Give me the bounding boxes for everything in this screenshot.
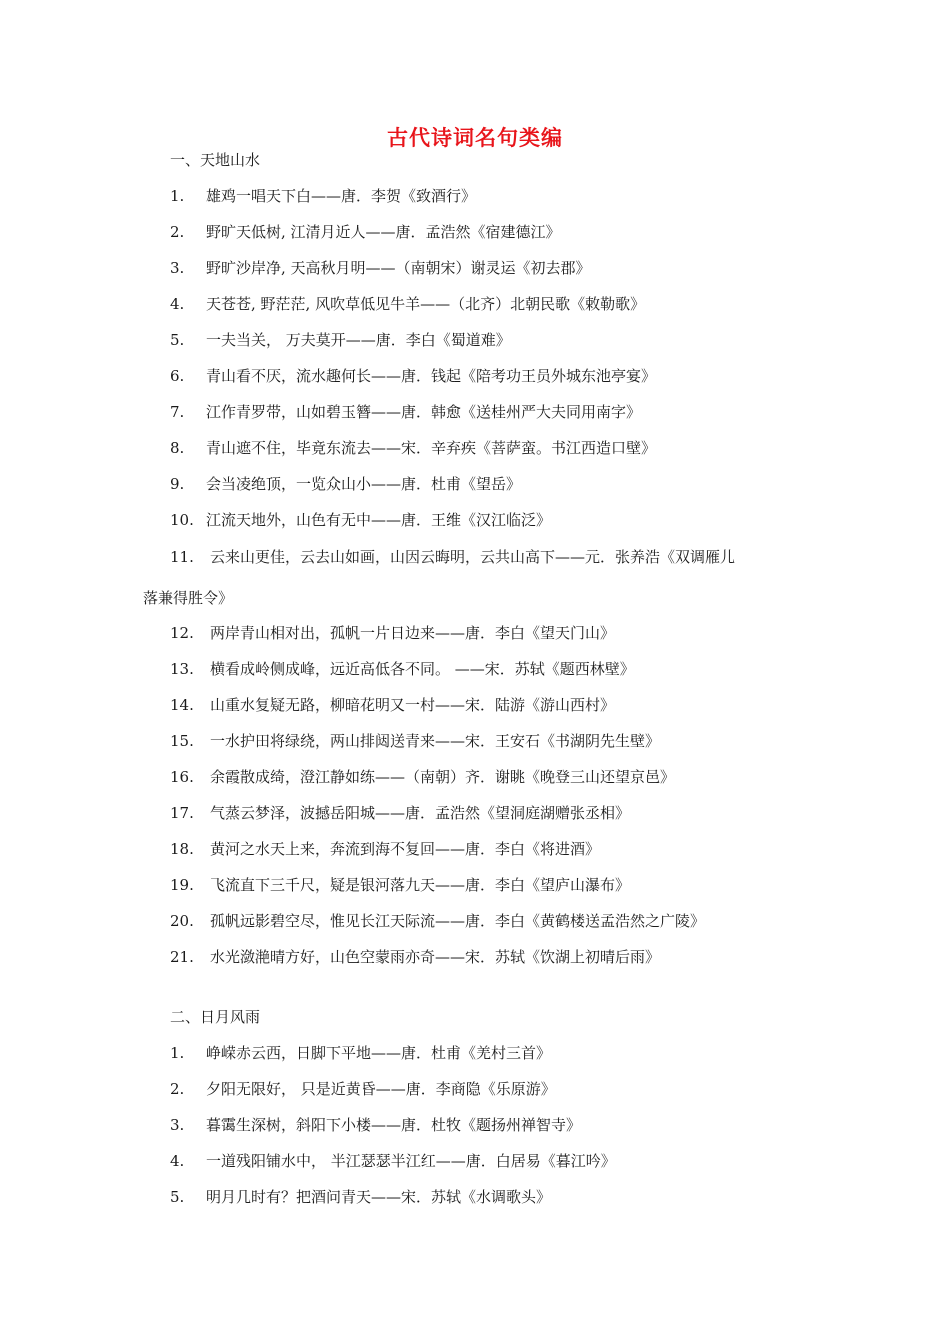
item-text: 峥嵘赤云西，日脚下平地——唐．杜甫《羌村三首》	[206, 1044, 552, 1062]
item-number: 20.	[170, 912, 194, 930]
item-text: 山重水复疑无路，柳暗花明又一村——宋．陆游《游山西村》	[210, 696, 616, 714]
item-text: 云来山更佳，云去山如画，山因云晦明，云共山高下——元．张养浩《双调雁儿	[210, 548, 736, 566]
item-text: 野旷沙岸净, 天高秋月明——（南朝宋）谢灵运《初去郡》	[206, 259, 591, 277]
list-item	[170, 803, 630, 823]
list-item	[170, 438, 656, 458]
list-item	[170, 695, 615, 715]
item-number: 4.	[170, 1152, 185, 1170]
item-text: 暮霭生深树，斜阳下小楼——唐．杜牧《题扬州禅智寺》	[206, 1116, 582, 1134]
item-text: 夕阳无限好， 只是近黄昏——唐．李商隐《乐原游》	[206, 1080, 556, 1098]
item-number: 19.	[170, 876, 194, 894]
list-item	[170, 547, 735, 567]
list-item	[170, 875, 630, 895]
item-number: 13.	[170, 660, 194, 678]
list-item	[170, 474, 521, 494]
item-text: 江流天地外，山色有无中——唐．王维《汉江临泛》	[206, 511, 552, 529]
list-item	[170, 947, 660, 967]
list-item	[170, 330, 511, 350]
item-number: 3.	[170, 259, 185, 277]
item-number: 16.	[170, 768, 194, 786]
item-text: 飞流直下三千尺，疑是银河落九天——唐．李白《望庐山瀑布》	[210, 876, 631, 894]
item-text: 孤帆远影碧空尽，惟见长江天际流——唐．李白《黄鹤楼送孟浩然之广陵》	[210, 912, 706, 930]
item-text: 一水护田将绿绕，两山排闼送青来——宋．王安石《书湖阴先生壁》	[210, 732, 661, 750]
item-number: 2.	[170, 1080, 185, 1098]
item-text: 明月几时有？把酒问青天——宋．苏轼《水调歌头》	[206, 1188, 552, 1206]
list-item	[170, 839, 600, 859]
list-item	[170, 510, 551, 530]
item-text: 江作青罗带，山如碧玉簪——唐．韩愈《送桂州严大夫同用南字》	[206, 403, 642, 421]
list-item	[170, 1079, 556, 1099]
item-text: 天苍苍, 野茫茫, 风吹草低见牛羊——（北齐）北朝民歌《敕勒歌》	[206, 295, 646, 313]
list-item	[170, 1115, 581, 1135]
list-item	[170, 1187, 551, 1207]
item-text: 水光潋滟晴方好，山色空蒙雨亦奇——宋．苏轼《饮湖上初晴后雨》	[210, 948, 661, 966]
list-item	[170, 1151, 616, 1171]
item-number: 12.	[170, 624, 194, 642]
item-text: 两岸青山相对出，孤帆一片日边来——唐．李白《望天门山》	[210, 624, 616, 642]
page-title: 古代诗词名句类编	[387, 126, 563, 150]
item-number: 7.	[170, 403, 185, 421]
list-item	[170, 258, 591, 278]
item-number: 3.	[170, 1116, 185, 1134]
item-text: 一道残阳铺水中， 半江瑟瑟半江红——唐．白居易《暮江吟》	[206, 1152, 616, 1170]
section-heading: 二、日月风雨	[170, 1008, 261, 1026]
item-text: 黄河之水天上来，奔流到海不复回——唐．李白《将进酒》	[210, 840, 601, 858]
list-item	[170, 623, 615, 643]
item-number: 15.	[170, 732, 194, 750]
list-item	[170, 911, 705, 931]
list-item	[170, 659, 635, 679]
item-number: 6.	[170, 367, 185, 385]
item-text: 雄鸡一唱天下白——唐．李贺《致酒行》	[206, 187, 477, 205]
list-item	[170, 731, 660, 751]
item-number: 2.	[170, 223, 185, 241]
item-text: 野旷天低树, 江清月近人——唐．孟浩然《宿建德江》	[206, 223, 561, 241]
item-text: 青山遮不住，毕竟东流去——宋．辛弃疾《菩萨蛮。书江西造口壁》	[206, 439, 657, 457]
item-number: 1.	[170, 1044, 185, 1062]
item-text: 青山看不厌，流水趣何长——唐．钱起《陪考功王员外城东池亭宴》	[206, 367, 657, 385]
item-number: 4.	[170, 295, 185, 313]
item-number: 11.	[170, 548, 194, 566]
list-item	[170, 294, 645, 314]
item-text: 气蒸云梦泽，波撼岳阳城——唐．孟浩然《望洞庭湖赠张丞相》	[210, 804, 631, 822]
item-number: 10.	[170, 511, 194, 529]
item-text: 一夫当关， 万夫莫开——唐．李白《蜀道难》	[206, 331, 511, 349]
list-item	[170, 186, 476, 206]
item-number: 21.	[170, 948, 194, 966]
item-text: 会当凌绝顶，一览众山小——唐．杜甫《望岳》	[206, 475, 522, 493]
item-number: 5.	[170, 331, 185, 349]
item-number: 1.	[170, 187, 185, 205]
item-number: 5.	[170, 1188, 185, 1206]
item-text-continuation: 落兼得胜令》	[143, 589, 234, 607]
item-number: 9.	[170, 475, 185, 493]
item-number: 8.	[170, 439, 185, 457]
item-text: 余霞散成绮，澄江静如练——（南朝）齐．谢眺《晚登三山还望京邑》	[210, 768, 676, 786]
section-heading: 一、天地山水	[170, 151, 261, 169]
list-item	[170, 366, 656, 386]
item-text: 横看成岭侧成峰，远近高低各不同。 ——宋．苏轼《题西林壁》	[210, 660, 635, 678]
item-number: 17.	[170, 804, 194, 822]
list-item	[170, 222, 561, 242]
list-item	[170, 1043, 551, 1063]
list-item	[170, 402, 641, 422]
list-item	[170, 767, 675, 787]
item-number: 18.	[170, 840, 194, 858]
item-number: 14.	[170, 696, 194, 714]
